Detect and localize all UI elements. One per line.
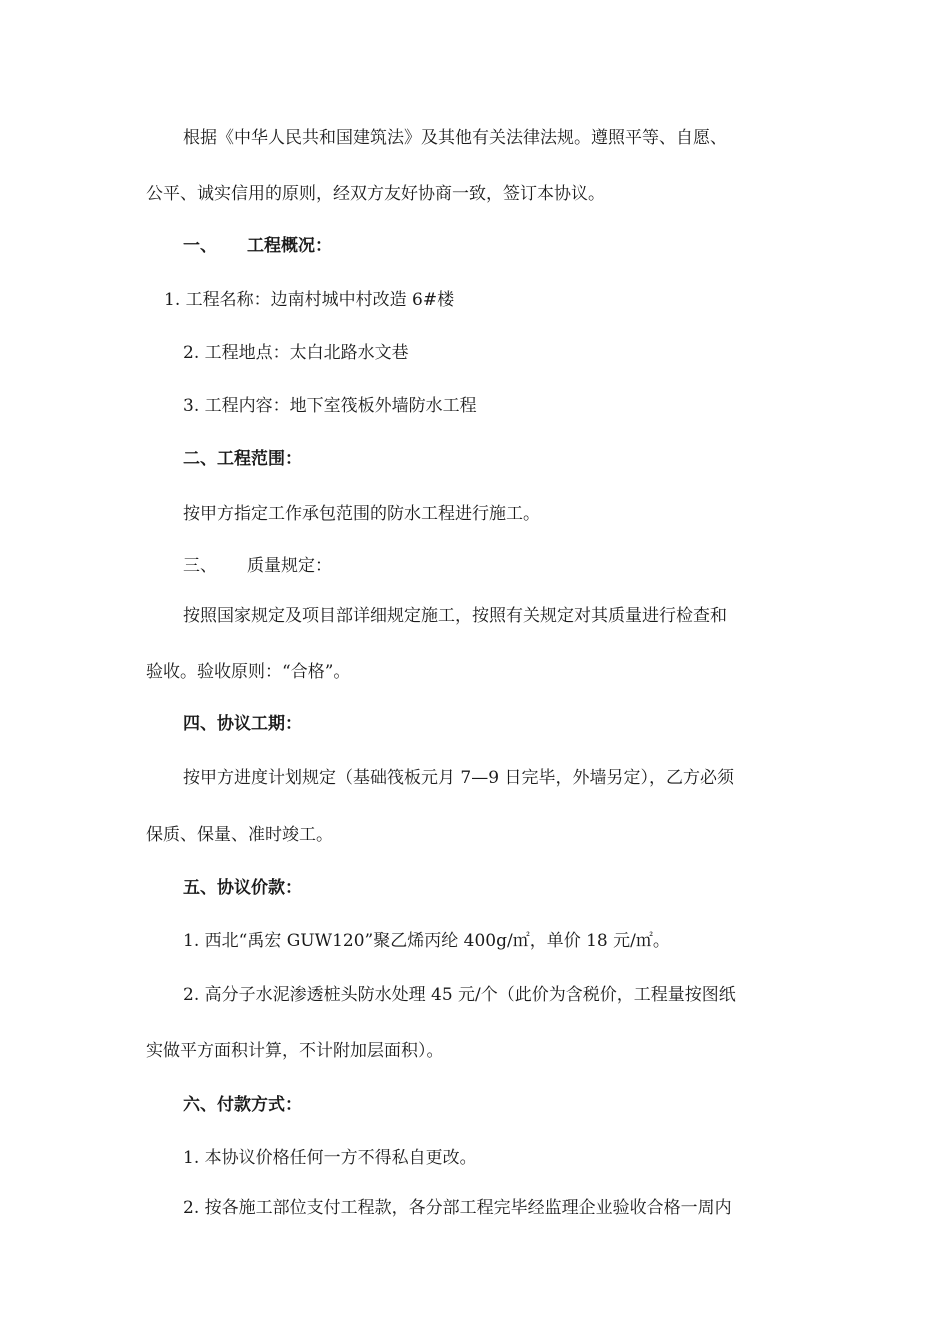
section-1-item-2: 2. 工程地点：太白北路水文巷: [183, 343, 409, 363]
section-4-body-line-1: 按甲方进度计划规定（基础筏板元月 7—9 日完毕，外墙另定），乙方必须: [183, 768, 734, 788]
section-1-number: 一、: [183, 236, 217, 256]
intro-line-2: 公平、诚实信用的原则，经双方友好协商一致，签订本协议。: [146, 184, 605, 204]
section-3-title: 质量规定：: [247, 556, 332, 576]
section-6-item-1: 1. 本协议价格任何一方不得私自更改。: [183, 1148, 477, 1168]
section-2-heading: 二、工程范围：: [183, 449, 302, 469]
section-5-item-1: 1. 西北“禹宏 GUW120”聚乙烯丙纶 400g/㎡，单价 18 元/㎡。: [183, 931, 670, 951]
section-5-item-2-line-1: 2. 高分子水泥渗透桩头防水处理 45 元/个（此价为含税价，工程量按图纸: [183, 985, 736, 1005]
section-4-body-line-2: 保质、保量、准时竣工。: [146, 825, 333, 845]
section-1-heading: [183, 235, 332, 257]
section-5-heading: 五、协议价款：: [183, 878, 302, 898]
section-1-item-3: 3. 工程内容：地下室筏板外墙防水工程: [183, 396, 477, 416]
section-4-heading: 四、协议工期：: [183, 714, 302, 734]
section-3-body-line-1: 按照国家规定及项目部详细规定施工，按照有关规定对其质量进行检查和: [183, 606, 727, 626]
intro-line-1: 根据《中华人民共和国建筑法》及其他有关法律法规。遵照平等、自愿、: [183, 128, 727, 148]
section-5-item-2-line-2: 实做平方面积计算，不计附加层面积）。: [146, 1041, 444, 1061]
section-6-item-2-line-1: 2. 按各施工部位支付工程款，各分部工程完毕经监理企业验收合格一周内: [183, 1198, 732, 1218]
section-1-title: 工程概况：: [247, 236, 332, 256]
section-6-heading: 六、付款方式：: [183, 1095, 302, 1115]
section-2-body: 按甲方指定工作承包范围的防水工程进行施工。: [183, 504, 540, 524]
section-3-number: 三、: [183, 556, 217, 576]
section-3-heading: [183, 555, 332, 577]
section-1-item-1: 1. 工程名称：边南村城中村改造 6#楼: [164, 290, 455, 310]
section-3-body-line-2: 验收。验收原则：“合格”。: [146, 662, 351, 682]
